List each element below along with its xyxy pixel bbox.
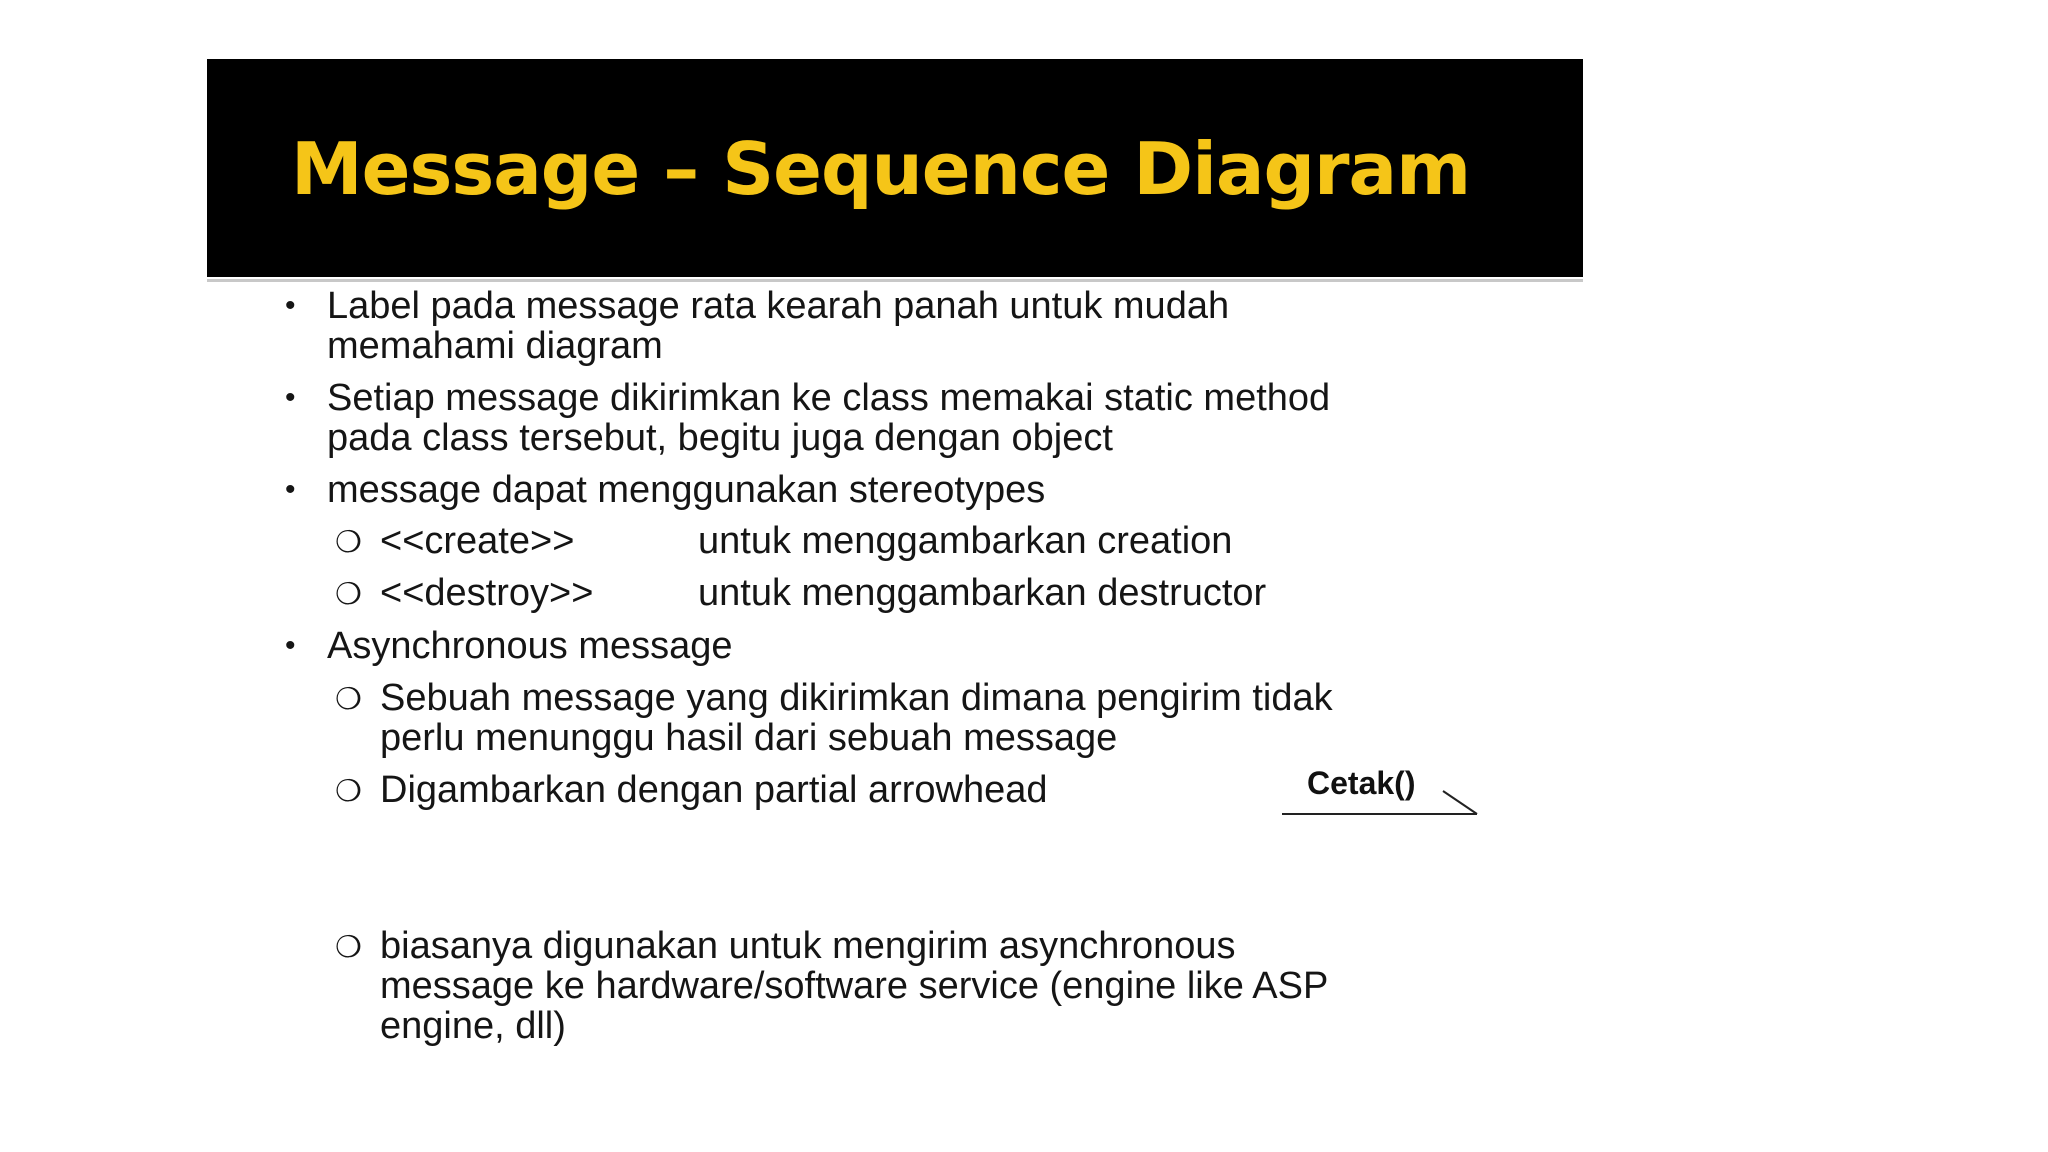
sub-bullet-text-line: Sebuah message yang dikirimkan dimana pengirim tidak [380,677,1333,719]
bullet-text-line: Asynchronous message [327,625,733,667]
bullet-text-line: Setiap message dikirimkan ke class memakai static method [327,377,1331,419]
bullet-text-line: pada class tersebut, begitu juga dengan object [327,417,1113,459]
sub-bullet-marker: ❍ [335,683,362,716]
bullet-label-alignment [285,285,1230,367]
slide-title: Message – Sequence Diagram [291,127,1471,211]
stereotype-description: untuk menggambarkan destructor [698,572,1267,614]
bullet-text-line: memahami diagram [327,325,663,367]
sub-bullet-async-definition [335,677,1333,759]
sub-bullet-marker: ❍ [335,578,362,611]
async-message-label: Cetak() [1307,765,1416,801]
bullet-marker: • [285,289,296,322]
sub-bullet-destroy [335,572,1267,614]
sub-bullet-marker: ❍ [335,526,362,559]
sub-bullet-marker: ❍ [335,775,362,808]
sub-bullet-text-line: Digambarkan dengan partial arrowhead [380,769,1048,811]
bullet-asynchronous-message [285,625,733,667]
bullet-stereotypes [285,469,1046,511]
sub-bullet-async-usage [335,925,1329,1047]
stereotype-key: <<destroy>> [380,572,594,614]
async-message-example [1280,762,1480,822]
bullet-marker: • [285,473,296,506]
stereotype-key: <<create>> [380,520,575,562]
sub-bullet-partial-arrowhead [335,769,1048,811]
bullet-marker: • [285,381,296,414]
sub-bullet-text-line: engine, dll) [380,1005,566,1047]
stereotype-description: untuk menggambarkan creation [698,520,1233,562]
sub-bullet-marker: ❍ [335,931,362,964]
sub-bullet-text-line: biasanya digunakan untuk mengirim asynchronous [380,925,1236,967]
bullet-text-line: message dapat menggunakan stereotypes [327,469,1046,511]
sub-bullet-create [335,520,1233,562]
sub-bullet-text-line: message ke hardware/software service (engine like ASP [380,965,1329,1007]
bullet-marker: • [285,629,296,662]
bullet-static-method [285,377,1331,459]
bullet-text-line: Label pada message rata kearah panah untuk mudah [327,285,1230,327]
sub-bullet-text-line: perlu menunggu hasil dari sebuah message [380,717,1118,759]
partial-arrowhead-icon [1280,762,1480,822]
